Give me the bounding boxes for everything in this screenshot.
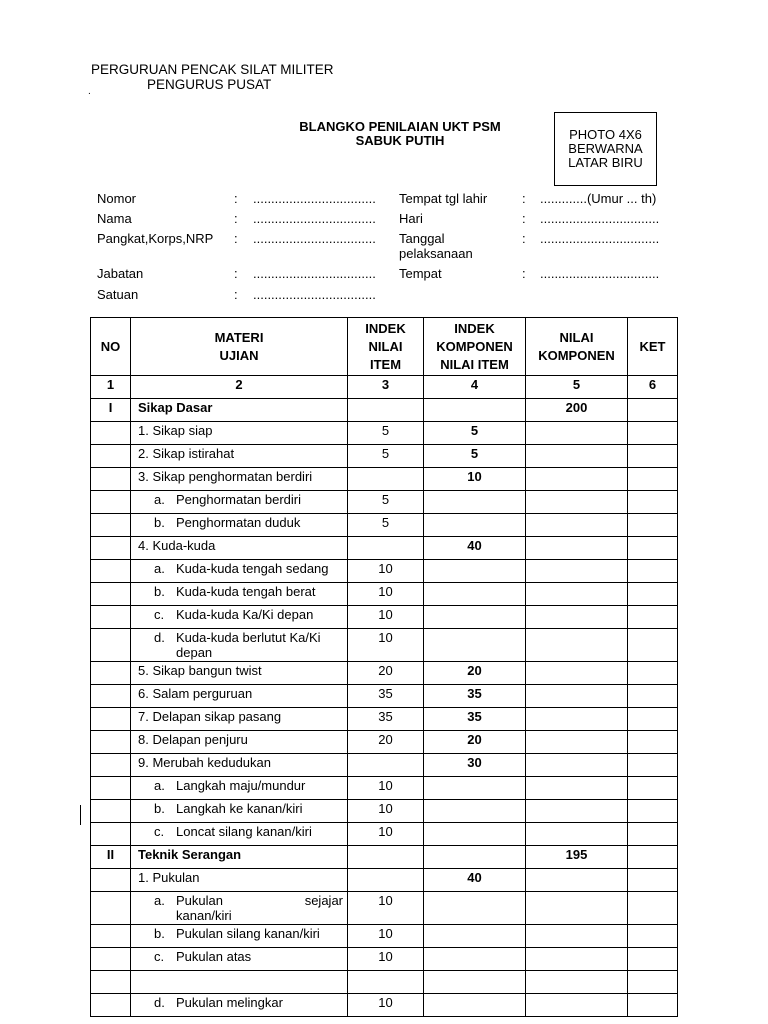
row-nilai-komponen — [526, 560, 628, 583]
row-indeks-nilai-item — [348, 869, 424, 892]
table-row — [91, 468, 678, 491]
item-text: Pukulan melingkar — [176, 995, 283, 1010]
row-ket — [628, 971, 678, 994]
row-indeks-nilai-item: 5 — [348, 491, 424, 514]
bio-colon: : — [522, 231, 526, 246]
col-number: 4 — [424, 376, 526, 399]
item-text: Pukulan — [176, 893, 223, 908]
row-nilai-komponen — [526, 537, 628, 560]
bio-label: Hari — [399, 211, 423, 226]
row-materi — [131, 777, 348, 800]
bio-colon: : — [234, 287, 238, 302]
row-materi — [131, 422, 348, 445]
row-materi — [131, 468, 348, 491]
row-indeks-nilai-item: 10 — [348, 994, 424, 1017]
row-ket — [628, 583, 678, 606]
bio-label: Pangkat,Korps,NRP — [97, 231, 214, 246]
row-nilai-komponen: 200 — [526, 399, 628, 422]
row-indeks-komponen — [424, 948, 526, 971]
row-indeks-nilai-item — [348, 846, 424, 869]
row-no — [91, 994, 131, 1017]
photo-label-line: LATAR BIRU — [568, 155, 643, 170]
table-row — [91, 399, 678, 422]
table-row — [91, 560, 678, 583]
row-indeks-nilai-item: 5 — [348, 445, 424, 468]
section-title: Teknik Serangan — [138, 847, 242, 862]
row-materi — [131, 685, 348, 708]
row-materi — [131, 708, 348, 731]
row-indeks-nilai-item: 10 — [348, 925, 424, 948]
row-indeks-komponen — [424, 606, 526, 629]
bio-value: .................................. — [253, 211, 376, 226]
header-ket: KET — [628, 318, 678, 376]
item-text: Loncat silang kanan/kiri — [176, 824, 312, 839]
row-indeks-komponen — [424, 925, 526, 948]
table-row — [91, 892, 678, 925]
row-indeks-komponen — [424, 892, 526, 925]
row-indeks-nilai-item: 10 — [348, 823, 424, 846]
row-no — [91, 731, 131, 754]
item-text: Pukulan silang kanan/kiri — [176, 926, 320, 941]
row-ket — [628, 491, 678, 514]
row-indeks-nilai-item: 10 — [348, 606, 424, 629]
row-indeks-komponen — [424, 629, 526, 662]
row-no — [91, 629, 131, 662]
bio-value: ................................. — [540, 231, 660, 246]
row-no — [91, 606, 131, 629]
item-letter: a. — [154, 778, 165, 793]
row-indeks-nilai-item: 10 — [348, 629, 424, 662]
item-text: 1. Sikap siap — [138, 423, 213, 438]
row-ket — [628, 869, 678, 892]
row-indeks-nilai-item: 35 — [348, 685, 424, 708]
col-number: 6 — [628, 376, 678, 399]
table-row — [91, 869, 678, 892]
bio-label: Nomor — [97, 191, 137, 206]
row-no — [91, 708, 131, 731]
table-row — [91, 971, 678, 994]
row-no: II — [91, 846, 131, 869]
row-indeks-komponen — [424, 560, 526, 583]
row-indeks-komponen — [424, 800, 526, 823]
item-text-cont: depan — [176, 645, 213, 660]
item-text: Kuda-kuda Ka/Ki depan — [176, 607, 314, 622]
bio-colon: : — [234, 266, 238, 281]
photo-box — [554, 112, 657, 186]
bio-value: .................................. — [253, 266, 376, 281]
row-no — [91, 583, 131, 606]
row-indeks-nilai-item: 10 — [348, 800, 424, 823]
row-no — [91, 823, 131, 846]
row-ket — [628, 731, 678, 754]
item-letter: b. — [154, 801, 165, 816]
row-ket — [628, 800, 678, 823]
row-materi — [131, 560, 348, 583]
row-nilai-komponen — [526, 606, 628, 629]
photo-label-line: PHOTO 4X6 — [569, 127, 642, 142]
item-text-cont: kanan/kiri — [176, 908, 232, 923]
row-nilai-komponen — [526, 754, 628, 777]
item-letter: d. — [154, 995, 165, 1010]
row-no — [91, 537, 131, 560]
table-row — [91, 708, 678, 731]
bio-value: .............(Umur ... th) — [540, 191, 657, 206]
row-indeks-nilai-item: 20 — [348, 662, 424, 685]
row-ket — [628, 514, 678, 537]
row-no — [91, 445, 131, 468]
row-materi — [131, 445, 348, 468]
row-no — [91, 422, 131, 445]
row-ket — [628, 925, 678, 948]
row-nilai-komponen: 195 — [526, 846, 628, 869]
header-row — [91, 318, 678, 376]
item-text: Langkah ke kanan/kiri — [176, 801, 303, 816]
row-nilai-komponen — [526, 994, 628, 1017]
row-ket — [628, 754, 678, 777]
row-no — [91, 948, 131, 971]
row-materi — [131, 629, 348, 662]
item-text: 1. Pukulan — [138, 870, 200, 885]
row-no — [91, 685, 131, 708]
bio-colon: : — [234, 191, 238, 206]
table-row — [91, 823, 678, 846]
item-letter: b. — [154, 926, 165, 941]
table-row — [91, 662, 678, 685]
row-nilai-komponen — [526, 445, 628, 468]
item-text: Kuda-kuda tengah sedang — [176, 561, 329, 576]
row-no — [91, 754, 131, 777]
header-nilai-komponen: NILAI KOMPONEN — [526, 318, 628, 376]
row-ket — [628, 823, 678, 846]
bio-value: .................................. — [253, 191, 376, 206]
row-indeks-komponen: 20 — [424, 662, 526, 685]
table-row — [91, 777, 678, 800]
item-letter: a. — [154, 893, 165, 908]
row-materi — [131, 731, 348, 754]
row-ket — [628, 629, 678, 662]
table-row — [91, 948, 678, 971]
item-text: 9. Merubah kedudukan — [138, 755, 271, 770]
item-text: 4. Kuda-kuda — [138, 538, 216, 553]
row-nilai-komponen — [526, 925, 628, 948]
row-indeks-komponen: 20 — [424, 731, 526, 754]
row-materi — [131, 606, 348, 629]
row-nilai-komponen — [526, 491, 628, 514]
bio-colon: : — [234, 231, 238, 246]
table-row — [91, 422, 678, 445]
row-indeks-komponen — [424, 491, 526, 514]
col-number: 5 — [526, 376, 628, 399]
row-ket — [628, 560, 678, 583]
row-indeks-nilai-item — [348, 971, 424, 994]
item-letter: c. — [154, 824, 165, 839]
row-materi — [131, 514, 348, 537]
row-materi — [131, 754, 348, 777]
bio-label: Nama — [97, 211, 132, 226]
row-ket — [628, 685, 678, 708]
row-indeks-komponen: 40 — [424, 869, 526, 892]
bio-value: ................................. — [540, 266, 660, 281]
bio-label: Jabatan — [97, 266, 144, 281]
row-ket — [628, 892, 678, 925]
organization-subtitle: PENGURUS PUSAT — [147, 77, 272, 92]
item-text: 5. Sikap bangun twist — [138, 663, 262, 678]
row-nilai-komponen — [526, 583, 628, 606]
row-materi — [131, 892, 348, 925]
row-nilai-komponen — [526, 662, 628, 685]
table-row — [91, 491, 678, 514]
row-indeks-nilai-item: 10 — [348, 560, 424, 583]
row-indeks-komponen — [424, 399, 526, 422]
item-letter: b. — [154, 515, 165, 530]
row-no — [91, 869, 131, 892]
bio-colon: : — [234, 211, 238, 226]
row-nilai-komponen — [526, 422, 628, 445]
table-row — [91, 685, 678, 708]
row-indeks-komponen: 40 — [424, 537, 526, 560]
row-ket — [628, 399, 678, 422]
row-nilai-komponen — [526, 514, 628, 537]
row-no — [91, 777, 131, 800]
row-indeks-nilai-item: 10 — [348, 948, 424, 971]
row-indeks-nilai-item: 5 — [348, 514, 424, 537]
column-number-row — [91, 376, 678, 399]
row-indeks-komponen — [424, 514, 526, 537]
row-ket — [628, 662, 678, 685]
row-ket — [628, 537, 678, 560]
row-no — [91, 560, 131, 583]
header-indeks-komponen: INDEK KOMPONEN NILAI ITEM — [424, 318, 526, 376]
row-indeks-komponen: 30 — [424, 754, 526, 777]
bio-label: Tanggal — [399, 231, 445, 246]
item-text: 6. Salam perguruan — [138, 686, 253, 701]
row-indeks-komponen: 10 — [424, 468, 526, 491]
item-text: Penghormatan berdiri — [176, 492, 302, 507]
row-indeks-nilai-item: 10 — [348, 583, 424, 606]
row-no — [91, 468, 131, 491]
row-indeks-komponen: 35 — [424, 685, 526, 708]
bio-label: Satuan — [97, 287, 139, 302]
row-indeks-nilai-item: 10 — [348, 777, 424, 800]
assessment-table — [90, 317, 678, 1017]
row-materi — [131, 399, 348, 422]
row-nilai-komponen — [526, 629, 628, 662]
table-row — [91, 754, 678, 777]
bio-colon: : — [522, 266, 526, 281]
row-materi — [131, 869, 348, 892]
row-indeks-nilai-item — [348, 399, 424, 422]
row-materi — [131, 994, 348, 1017]
row-indeks-nilai-item: 10 — [348, 892, 424, 925]
row-ket — [628, 708, 678, 731]
bio-value: .................................. — [253, 231, 376, 246]
organization-name: PERGURUAN PENCAK SILAT MILITER — [91, 62, 334, 77]
row-indeks-komponen: 5 — [424, 422, 526, 445]
row-ket — [628, 468, 678, 491]
row-materi — [131, 971, 348, 994]
header-no: NO — [91, 318, 131, 376]
table-row — [91, 925, 678, 948]
row-ket — [628, 948, 678, 971]
item-text: sejajar — [304, 893, 343, 908]
header-materi: MATERI UJIAN — [131, 318, 348, 376]
item-letter: c. — [154, 949, 165, 964]
col-number: 3 — [348, 376, 424, 399]
row-indeks-nilai-item — [348, 468, 424, 491]
row-ket — [628, 846, 678, 869]
row-indeks-nilai-item: 5 — [348, 422, 424, 445]
item-letter: a. — [154, 561, 165, 576]
stray-dot: . — [88, 86, 91, 97]
row-ket — [628, 606, 678, 629]
row-indeks-komponen: 5 — [424, 445, 526, 468]
item-text: Pukulan atas — [176, 949, 252, 964]
row-nilai-komponen — [526, 777, 628, 800]
row-nilai-komponen — [526, 823, 628, 846]
form-subtitle: SABUK PUTIH — [355, 133, 445, 148]
table-row — [91, 994, 678, 1017]
item-letter: c. — [154, 607, 165, 622]
header-indeks-nilai-item: INDEK NILAI ITEM — [348, 318, 424, 376]
row-nilai-komponen — [526, 800, 628, 823]
item-text: 3. Sikap penghormatan berdiri — [138, 469, 313, 484]
row-indeks-komponen: 35 — [424, 708, 526, 731]
table-row — [91, 846, 678, 869]
item-text: Kuda-kuda berlutut Ka/Ki — [176, 630, 321, 645]
row-nilai-komponen — [526, 869, 628, 892]
row-indeks-komponen — [424, 994, 526, 1017]
row-indeks-komponen — [424, 583, 526, 606]
bio-value: .................................. — [253, 287, 376, 302]
row-no — [91, 800, 131, 823]
table-row — [91, 514, 678, 537]
row-ket — [628, 445, 678, 468]
row-materi — [131, 537, 348, 560]
row-indeks-nilai-item — [348, 537, 424, 560]
row-no — [91, 662, 131, 685]
row-indeks-komponen — [424, 823, 526, 846]
row-materi — [131, 583, 348, 606]
bio-label: Tempat tgl lahir — [399, 191, 488, 206]
bio-label: Tempat — [399, 266, 442, 281]
item-letter: a. — [154, 492, 165, 507]
table-row — [91, 629, 678, 662]
row-no — [91, 892, 131, 925]
item-text: Kuda-kuda tengah berat — [176, 584, 316, 599]
row-materi — [131, 846, 348, 869]
bio-value: ................................. — [540, 211, 660, 226]
row-nilai-komponen — [526, 971, 628, 994]
row-nilai-komponen — [526, 468, 628, 491]
row-indeks-nilai-item — [348, 754, 424, 777]
row-materi — [131, 800, 348, 823]
table-row — [91, 583, 678, 606]
item-text: Penghormatan duduk — [176, 515, 301, 530]
row-materi — [131, 948, 348, 971]
row-ket — [628, 422, 678, 445]
row-materi — [131, 925, 348, 948]
form-title: BLANGKO PENILAIAN UKT PSM — [299, 119, 501, 134]
row-no — [91, 491, 131, 514]
item-text: 2. Sikap istirahat — [138, 446, 235, 461]
row-indeks-komponen — [424, 846, 526, 869]
table-row — [91, 606, 678, 629]
row-no — [91, 925, 131, 948]
item-letter: b. — [154, 584, 165, 599]
item-text: 8. Delapan penjuru — [138, 732, 248, 747]
col-number: 1 — [91, 376, 131, 399]
item-text: 7. Delapan sikap pasang — [138, 709, 282, 724]
table-row — [91, 800, 678, 823]
row-no: I — [91, 399, 131, 422]
row-indeks-nilai-item: 20 — [348, 731, 424, 754]
row-ket — [628, 777, 678, 800]
row-no — [91, 971, 131, 994]
bio-colon: : — [522, 191, 526, 206]
row-nilai-komponen — [526, 731, 628, 754]
item-letter: d. — [154, 630, 165, 645]
row-materi — [131, 823, 348, 846]
row-indeks-komponen — [424, 971, 526, 994]
row-nilai-komponen — [526, 708, 628, 731]
row-indeks-komponen — [424, 777, 526, 800]
row-materi — [131, 491, 348, 514]
item-text: Langkah maju/mundur — [176, 778, 306, 793]
row-ket — [628, 994, 678, 1017]
bio-colon: : — [522, 211, 526, 226]
table-row — [91, 731, 678, 754]
row-no — [91, 514, 131, 537]
row-nilai-komponen — [526, 892, 628, 925]
row-nilai-komponen — [526, 948, 628, 971]
table-row — [91, 537, 678, 560]
photo-label-line: BERWARNA — [568, 141, 643, 156]
section-title: Sikap Dasar — [138, 400, 213, 415]
col-number: 2 — [131, 376, 348, 399]
row-nilai-komponen — [526, 685, 628, 708]
row-materi — [131, 662, 348, 685]
table-row — [91, 445, 678, 468]
bio-label-cont: pelaksanaan — [399, 246, 473, 261]
margin-bar-mark — [80, 805, 81, 825]
row-indeks-nilai-item: 35 — [348, 708, 424, 731]
